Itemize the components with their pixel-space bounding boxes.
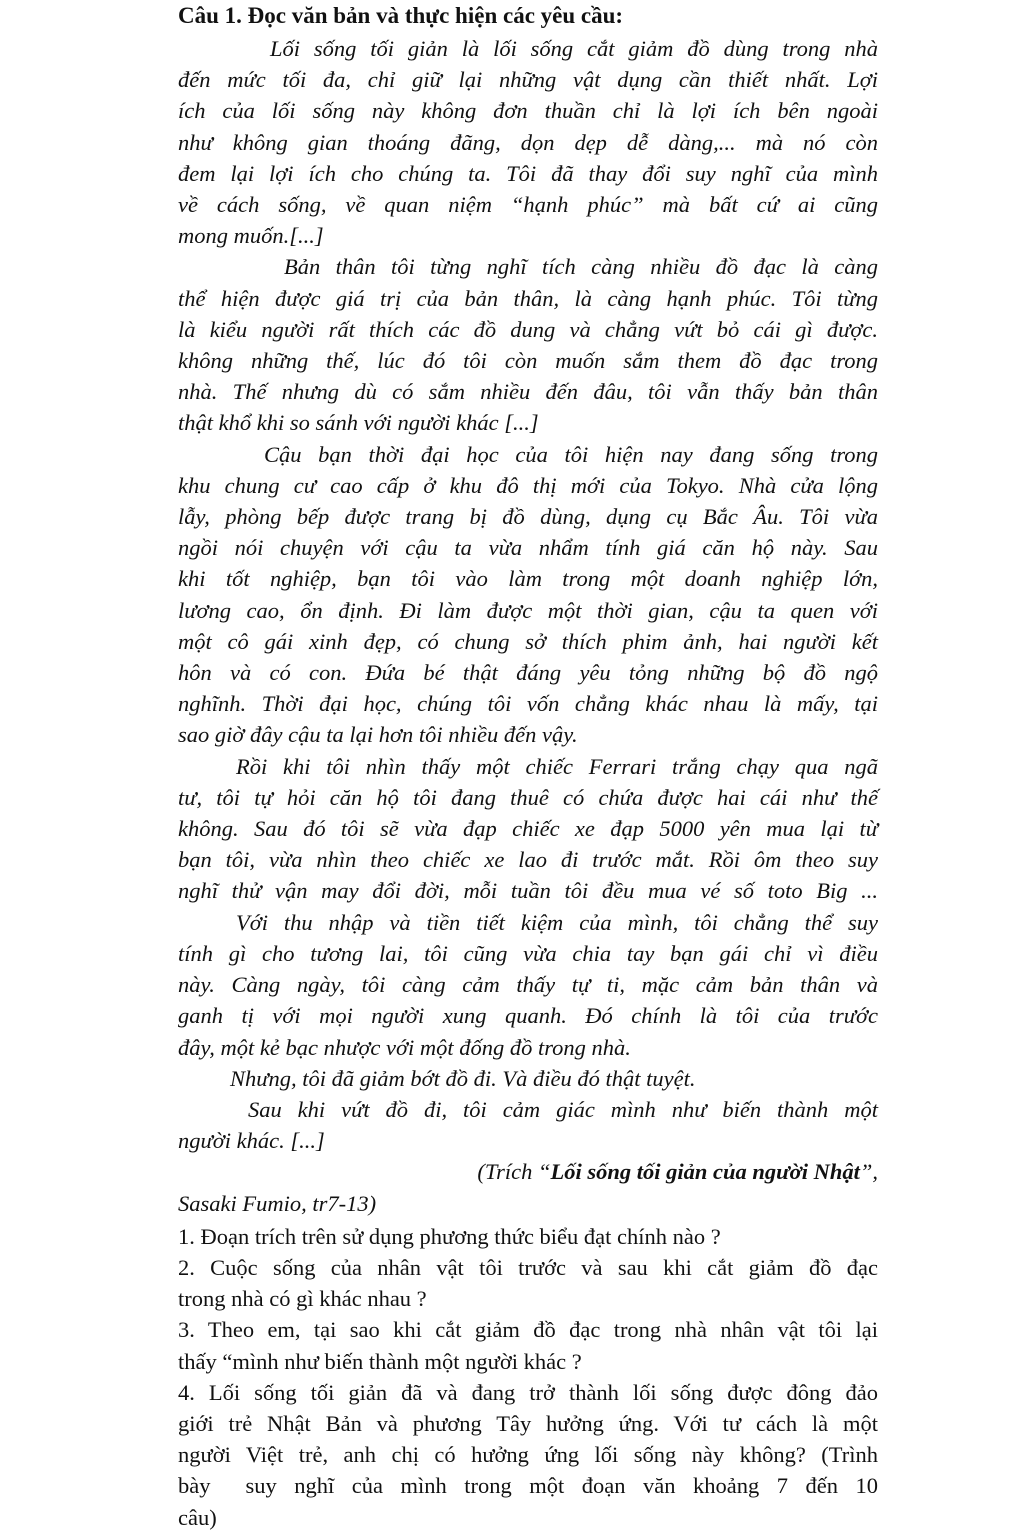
question-heading: Câu 1. Đọc văn bản và thực hiện các yêu cầu: [178, 3, 624, 28]
passage-paragraph-4 [178, 751, 878, 907]
question-item-1 [178, 1221, 878, 1252]
passage-line: như không gian thoáng đãng, dọn dẹp dễ dàng,... mà nó còn [178, 129, 878, 155]
passage-paragraph-5 [178, 907, 878, 1063]
passage-line: lẫy, phòng bếp được trang bị đồ dùng, dụng cụ Bắc Âu. Tôi vừa [178, 504, 878, 530]
citation-suffix: ”, [859, 1159, 878, 1185]
passage-line: không những thế, lúc đó tôi còn muốn sắm them đồ đạc trong [178, 348, 878, 374]
passage-line: khu chung cư cao cấp ở khu đô thị mới của Tokyo. Nhà cửa lộng [178, 472, 878, 498]
passage-paragraph-2 [178, 251, 878, 438]
passage-line: thể hiện được giá trị của bản thân, là càng hạnh phúc. Tôi từng [178, 285, 878, 311]
question-line: giới trẻ Nhật Bản và phương Tây hưởng ứng. Với tư cách là một [178, 1410, 878, 1436]
citation-book-title: Lối sống tối giản của người Nhật [550, 1159, 860, 1185]
passage-line: Lối sống tối giản là lối sống cắt giảm đồ dùng trong nhà [270, 36, 878, 61]
passage-line: hôn và có con. Đứa bé thật đáng yêu tỏng những bộ đồ ngộ [178, 660, 878, 686]
question-line: 1. Đoạn trích trên sử dụng phương thức biểu đạt chính nào ? [178, 1223, 721, 1249]
passage-line: ganh tị với mọi người xung quanh. Đó chính là tôi của trước [178, 1003, 878, 1029]
question-line: 4. Lối sống tối giản đã và đang trở thành lối sống được đông đảo [178, 1379, 878, 1405]
question-item-3 [178, 1314, 878, 1376]
passage-line: này. Càng ngày, tôi càng cảm thấy tự ti, mặc cảm bản thân và [178, 972, 878, 998]
passage-line: ích của lối sống này không đơn thuần chỉ là lợi ích bên ngoài [178, 98, 878, 124]
passage-line: đây, một kẻ bạc nhược với một đống đồ trong nhà. [178, 1034, 631, 1060]
passage-line: thật khổ khi so sánh với người khác [...] [178, 410, 539, 436]
passage-line: đem lại lợi ích cho chúng ta. Tôi đã thay đổi suy nghĩ của mình [178, 160, 878, 186]
citation-source-line [178, 1156, 878, 1187]
passage-line: người khác. [...] [178, 1128, 325, 1154]
citation-author: Sasaki Fumio, tr7-13) [178, 1190, 377, 1216]
passage-line: nghĩ thử vận may đổi đời, mỗi tuần tôi đều mua vé số toto Big ... [178, 878, 878, 904]
passage-line: mong muốn.[...] [178, 223, 324, 249]
question-line: câu) [178, 1504, 217, 1530]
question-item-4 [178, 1377, 878, 1533]
passage-line: Rồi khi tôi nhìn thấy một chiếc Ferrari trắng chạy qua ngã [236, 753, 878, 779]
passage-line: Bản thân tôi từng nghĩ tích càng nhiều đồ đạc là càng [284, 254, 878, 280]
question-line: người Việt trẻ, anh chị có hưởng ứng lối sống này không? (Trình [178, 1442, 878, 1468]
passage-line: Cậu bạn thời đại học của tôi hiện nay đang sống trong [264, 441, 878, 467]
question-line: trong nhà có gì khác nhau ? [178, 1286, 427, 1312]
passage-line: Sau khi vứt đồ đi, tôi cảm giác mình như biến thành một [248, 1096, 878, 1122]
question-line: thấy “mình như biến thành một người khác ? [178, 1348, 582, 1374]
passage-paragraph-3 [178, 439, 878, 751]
citation-prefix: (Trích “ [477, 1159, 551, 1185]
passage-line: khi tốt nghiệp, bạn tôi vào làm trong một doanh nghiệp lớn, [178, 566, 878, 592]
question-item-2 [178, 1252, 878, 1314]
passage-line: một cô gái xinh đẹp, có chung sở thích phim ảnh, hai người kết [178, 628, 878, 654]
passage-paragraph-1 [178, 33, 878, 251]
passage-line: ngồi nói chuyện với cậu ta vừa nhẩm tính giá căn hộ này. Sau [178, 535, 878, 561]
passage-paragraph-7 [178, 1094, 878, 1156]
passage-line: bạn tôi, vừa nhìn theo chiếc xe lao đi trước mắt. Rồi ôm theo suy [178, 847, 878, 873]
passage-paragraph-6 [178, 1063, 878, 1094]
passage-line: không. Sau đó tôi sẽ vừa đạp chiếc xe đạp 5000 yên mua lại từ [178, 816, 878, 842]
passage-line: đến mức tối đa, chỉ giữ lại những vật dụng cần thiết nhất. Lợi [178, 67, 878, 93]
passage-line: tính gì cho tương lai, tôi cũng vừa chia tay bạn gái chỉ vì điều [178, 940, 878, 966]
passage-line: về cách sống, về quan niệm “hạnh phúc” mà bất cứ ai cũng [178, 192, 878, 218]
passage-line: Nhưng, tôi đã giảm bớt đồ đi. Và điều đó thật tuyệt. [230, 1065, 696, 1091]
question-line: bày suy nghĩ của mình trong một đoạn văn khoảng 7 đến 10 [178, 1473, 878, 1499]
passage-line: tư, tôi tự hỏi căn hộ tôi đang thuê có chứa được hai cái như thế [178, 784, 878, 810]
question-line: 3. Theo em, tại sao khi cắt giảm đồ đạc trong nhà nhân vật tôi lại [178, 1317, 878, 1343]
passage-line: nhà. Thế nhưng dù có sắm nhiều đến đâu, tôi vẫn thấy bản thân [178, 379, 878, 405]
citation [178, 1156, 878, 1218]
passage-line: là kiểu người rất thích các đồ dung và chẳng vứt bỏ cái gì được. [178, 316, 878, 342]
question-line: 2. Cuộc sống của nhân vật tôi trước và sau khi cắt giảm đồ đạc [178, 1254, 878, 1280]
passage-line: sao giờ đây cậu ta lại hơn tôi nhiều đến vậy. [178, 722, 578, 748]
passage-line: lương cao, ổn định. Đi làm được một thời gian, cậu ta quen với [178, 597, 878, 623]
question-list [178, 1221, 878, 1533]
passage-line: Với thu nhập và tiền tiết kiệm của mình, tôi chẳng thể suy [236, 909, 878, 935]
document-page [178, 0, 878, 1533]
passage-line: nghĩnh. Thời đại học, chúng tôi vốn chẳng khác nhau là mấy, tại [178, 691, 878, 717]
